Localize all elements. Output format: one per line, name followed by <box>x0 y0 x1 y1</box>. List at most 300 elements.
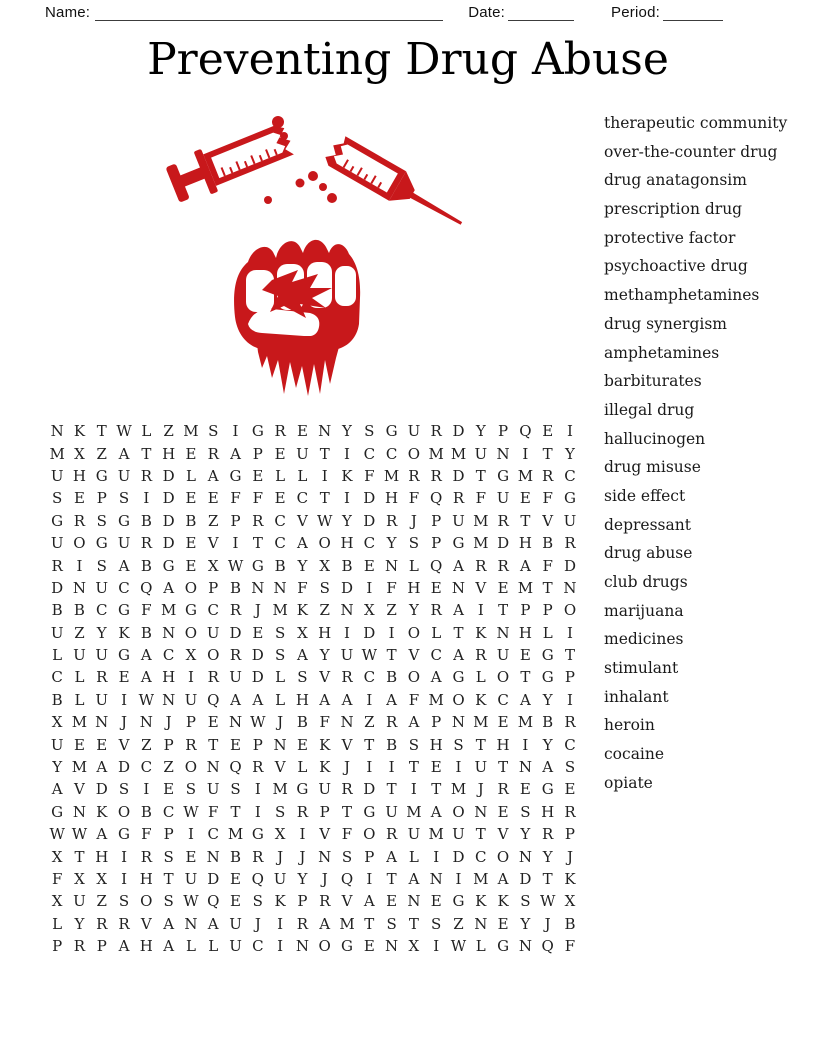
grid-letter: T <box>542 444 553 463</box>
grid-letter: V <box>341 735 353 754</box>
grid-letter: O <box>184 623 198 642</box>
grid-letter: F <box>141 825 152 844</box>
grid-letter: X <box>51 847 63 866</box>
grid-letter: V <box>74 780 85 799</box>
grid-letter: G <box>251 422 264 441</box>
grid-letter: A <box>96 825 108 844</box>
grid-letter: P <box>431 534 442 553</box>
grid-letter: E <box>497 713 509 732</box>
grid-letter: I <box>143 780 150 799</box>
grid-letter: I <box>433 847 440 866</box>
grid-letter: G <box>251 825 264 844</box>
grid-letter: D <box>452 422 465 441</box>
grid-letter: A <box>140 668 152 687</box>
grid-letter: S <box>274 623 286 642</box>
word-list-item: over-the-counter drug <box>604 142 778 161</box>
grid-letter: H <box>518 623 532 642</box>
grid-letter: M <box>517 466 534 485</box>
grid-letter: R <box>564 713 576 732</box>
grid-letter: X <box>297 623 308 642</box>
grid-letter: N <box>474 802 488 821</box>
grid-letter: C <box>497 690 509 709</box>
grid-letter: L <box>208 937 219 956</box>
grid-letter: R <box>341 780 353 799</box>
grid-letter: N <box>518 847 532 866</box>
grid-letter: G <box>363 802 376 821</box>
grid-letter: A <box>118 556 130 575</box>
grid-letter: A <box>252 690 264 709</box>
grid-letter: E <box>185 534 197 553</box>
grid-letter: S <box>230 780 241 799</box>
grid-letter: O <box>318 534 331 553</box>
grid-letter: M <box>517 578 534 597</box>
grid-letter: U <box>50 534 64 553</box>
grid-letter: L <box>185 466 196 485</box>
grid-letter: E <box>185 556 197 575</box>
grid-letter: A <box>386 690 398 709</box>
grid-letter: R <box>385 511 398 530</box>
grid-letter: H <box>340 534 354 553</box>
grid-letter: U <box>117 534 131 553</box>
grid-letter: R <box>73 511 86 530</box>
grid-letter: E <box>252 466 264 485</box>
grid-letter: S <box>252 892 263 911</box>
grid-letter: P <box>163 825 174 844</box>
grid-letter: G <box>51 511 64 530</box>
grid-letter: W <box>49 825 65 844</box>
grid-letter: Y <box>542 847 553 866</box>
grid-letter: E <box>519 780 531 799</box>
grid-letter: T <box>364 735 375 754</box>
grid-letter: I <box>143 489 150 508</box>
grid-letter: E <box>274 489 286 508</box>
grid-letter: V <box>319 825 331 844</box>
period-label: Period: <box>611 4 660 21</box>
grid-letter: U <box>50 466 64 485</box>
grid-letter: N <box>206 758 220 777</box>
grid-letter: R <box>542 466 554 485</box>
grid-letter: E <box>73 489 85 508</box>
grid-letter: K <box>475 623 487 642</box>
grid-letter: E <box>230 735 241 754</box>
word-list-item: heroin <box>604 716 655 735</box>
grid-letter: I <box>567 623 573 642</box>
grid-letter: O <box>363 825 376 844</box>
grid-letter: Y <box>297 556 308 575</box>
grid-letter: G <box>341 937 353 956</box>
grid-letter: M <box>473 713 489 732</box>
grid-letter: E <box>185 444 197 463</box>
grid-letter: B <box>386 668 398 687</box>
grid-letter: C <box>475 847 487 866</box>
grid-letter: P <box>542 601 553 620</box>
grid-letter: N <box>518 937 532 956</box>
grid-letter: U <box>474 444 488 463</box>
grid-letter: F <box>542 556 553 575</box>
grid-letter: U <box>117 466 131 485</box>
grid-letter: E <box>207 489 219 508</box>
grid-letter: D <box>118 758 131 777</box>
word-list-item: hallucinogen <box>604 429 706 448</box>
grid-letter: G <box>229 466 242 485</box>
grid-letter: R <box>185 735 197 754</box>
grid-letter: B <box>564 914 576 933</box>
grid-letter: W <box>227 556 244 575</box>
grid-letter: B <box>230 847 242 866</box>
grid-letter: C <box>51 668 63 687</box>
grid-letter: O <box>496 847 510 866</box>
grid-letter: P <box>431 511 442 530</box>
grid-letter: R <box>564 534 576 553</box>
grid-letter: M <box>71 713 88 732</box>
grid-letter: C <box>363 534 376 553</box>
grid-letter: L <box>141 422 152 441</box>
grid-letter: P <box>564 825 576 844</box>
grid-letter: O <box>207 646 220 665</box>
syringe-right-half <box>322 133 470 238</box>
grid-letter: Z <box>453 914 464 933</box>
grid-letter: S <box>564 758 576 777</box>
grid-letter: O <box>140 892 153 911</box>
grid-letter: Y <box>297 870 308 888</box>
grid-letter: S <box>52 489 63 508</box>
grid-letter: F <box>386 578 397 597</box>
grid-letter: R <box>252 511 264 530</box>
grid-letter: G <box>51 802 64 821</box>
grid-letter: E <box>118 668 130 687</box>
syringe-left-half <box>164 117 298 207</box>
grid-letter: S <box>118 780 130 799</box>
grid-letter: X <box>74 444 85 463</box>
grid-letter: E <box>519 646 531 665</box>
grid-letter: U <box>496 489 510 508</box>
grid-letter: E <box>497 578 509 597</box>
grid-letter: D <box>363 780 376 799</box>
grid-letter: A <box>453 601 464 620</box>
grid-letter: P <box>185 713 196 732</box>
grid-letter: R <box>542 825 554 844</box>
grid-letter: Z <box>208 511 219 530</box>
grid-letter: I <box>187 825 194 844</box>
grid-letter: G <box>118 646 131 665</box>
grid-letter: O <box>184 758 198 777</box>
grid-letter: R <box>252 847 264 866</box>
grid-letter: D <box>452 466 465 485</box>
grid-letter: R <box>452 489 465 508</box>
grid-letter: F <box>230 489 241 508</box>
grid-letter: I <box>567 422 573 441</box>
grid-letter: F <box>319 713 330 732</box>
grid-letter: Y <box>520 914 531 933</box>
grid-letter: A <box>140 646 152 665</box>
grid-letter: J <box>477 780 484 799</box>
grid-letter: T <box>319 444 330 463</box>
grid-letter: P <box>564 668 576 687</box>
grid-letter: C <box>96 601 108 620</box>
grid-letter: A <box>363 892 375 911</box>
grid-letter: W <box>317 511 333 530</box>
grid-letter: S <box>185 780 197 799</box>
grid-letter: U <box>206 780 220 799</box>
grid-letter: T <box>141 444 152 463</box>
grid-letter: O <box>407 623 421 642</box>
grid-letter: X <box>408 937 420 956</box>
grid-letter: P <box>498 422 509 441</box>
grid-letter: L <box>297 758 308 777</box>
grid-letter: I <box>455 758 462 777</box>
grid-letter: R <box>408 466 420 485</box>
grid-letter: A <box>430 802 442 821</box>
grid-letter: G <box>95 534 108 553</box>
grid-letter: X <box>185 646 197 665</box>
grid-letter: E <box>185 489 197 508</box>
grid-letter: I <box>366 690 373 709</box>
grid-letter: C <box>564 466 576 485</box>
grid-letter: T <box>542 870 553 888</box>
grid-letter: H <box>429 735 443 754</box>
grid-letter: I <box>321 466 328 485</box>
grid-letter: A <box>519 556 531 575</box>
grid-letter: J <box>254 914 261 933</box>
grid-letter: K <box>319 758 331 777</box>
grid-letter: A <box>51 780 63 799</box>
grid-letter: I <box>121 690 127 709</box>
worksheet-header <box>45 4 745 21</box>
grid-letter: R <box>274 422 286 441</box>
grid-letter: T <box>96 422 107 441</box>
grid-letter: C <box>274 511 286 530</box>
word-list-item: methamphetamines <box>604 286 760 305</box>
grid-letter: U <box>385 802 398 821</box>
grid-letter: H <box>162 668 176 687</box>
grid-letter: A <box>163 937 175 956</box>
grid-letter: U <box>50 623 64 642</box>
grid-letter: W <box>183 892 199 911</box>
grid-letter: F <box>408 690 420 709</box>
grid-letter: I <box>187 668 194 687</box>
grid-letter: D <box>251 668 264 687</box>
grid-letter: E <box>430 758 442 777</box>
grid-letter: S <box>408 735 420 754</box>
grid-letter: H <box>295 690 309 709</box>
grid-letter: T <box>475 735 486 754</box>
grid-letter: A <box>341 690 353 709</box>
grid-letter: N <box>340 713 354 732</box>
grid-letter: M <box>517 713 534 732</box>
grid-letter: N <box>50 422 64 441</box>
grid-letter: X <box>363 601 375 620</box>
grid-letter: S <box>118 892 130 911</box>
grid-letter: Y <box>386 534 397 553</box>
grid-letter: E <box>519 489 531 508</box>
grid-letter: H <box>139 870 153 888</box>
grid-letter: D <box>519 870 532 888</box>
grid-letter: P <box>319 802 330 821</box>
grid-letter: A <box>319 914 331 933</box>
grid-letter: R <box>430 466 442 485</box>
word-list-item: club drugs <box>604 573 688 591</box>
grid-letter: Y <box>96 623 107 642</box>
grid-letter: D <box>563 556 576 575</box>
grid-letter: W <box>450 937 467 956</box>
grid-letter: E <box>430 578 442 597</box>
grid-letter: Y <box>542 690 553 709</box>
grid-letter: C <box>207 825 219 844</box>
grid-letter: X <box>96 870 108 888</box>
grid-letter: Q <box>541 937 554 956</box>
grid-letter: U <box>229 668 242 687</box>
grid-letter: E <box>274 444 286 463</box>
grid-letter: N <box>206 847 220 866</box>
grid-letter: R <box>385 825 398 844</box>
grid-letter: Y <box>319 646 330 665</box>
grid-letter: Z <box>163 422 174 441</box>
grid-letter: T <box>408 914 419 933</box>
grid-letter: D <box>363 623 376 642</box>
grid-letter: L <box>297 466 308 485</box>
grid-letter: M <box>383 466 400 485</box>
grid-letter: L <box>185 937 196 956</box>
grid-letter: P <box>96 937 107 956</box>
grid-letter: Y <box>408 601 419 620</box>
grid-letter: R <box>497 556 509 575</box>
date-label: Date: <box>468 4 506 21</box>
grid-letter: G <box>385 422 398 441</box>
grid-letter: U <box>184 870 198 888</box>
grid-letter: S <box>319 578 330 597</box>
grid-letter: L <box>275 466 286 485</box>
grid-letter: B <box>140 802 152 821</box>
grid-letter: F <box>208 802 219 821</box>
grid-letter: D <box>162 466 175 485</box>
grid-letter: Y <box>520 825 531 844</box>
grid-letter: I <box>567 690 573 709</box>
grid-letter: C <box>363 444 376 463</box>
grid-letter: P <box>163 735 174 754</box>
grid-letter: M <box>272 780 288 799</box>
grid-letter: A <box>430 668 442 687</box>
grid-letter: L <box>475 668 486 687</box>
grid-letter: Q <box>430 489 443 508</box>
grid-letter: U <box>95 690 109 709</box>
grid-letter: L <box>408 556 419 575</box>
grid-letter: T <box>386 646 397 665</box>
grid-letter: S <box>274 646 286 665</box>
grid-letter: G <box>541 646 554 665</box>
grid-letter: R <box>207 444 219 463</box>
grid-letter: J <box>277 847 284 866</box>
grid-letter: M <box>473 511 489 530</box>
grid-letter: I <box>254 780 261 799</box>
grid-letter: O <box>184 578 198 597</box>
grid-letter: W <box>250 713 266 732</box>
grid-letter: R <box>475 556 487 575</box>
grid-letter: U <box>95 646 109 665</box>
grid-letter: J <box>410 511 417 530</box>
grid-letter: G <box>95 466 108 485</box>
grid-letter: M <box>473 534 489 553</box>
word-list-item: prescription drug <box>604 200 743 219</box>
grid-letter: S <box>453 735 464 754</box>
grid-letter: U <box>407 825 421 844</box>
grid-letter: H <box>496 735 510 754</box>
fist-crushing-syringe-illustration <box>160 112 470 402</box>
grid-letter: T <box>342 802 353 821</box>
grid-letter: A <box>118 937 130 956</box>
grid-letter: O <box>407 444 421 463</box>
grid-letter: N <box>162 623 176 642</box>
grid-letter: A <box>453 556 464 575</box>
grid-letter: V <box>475 578 487 597</box>
grid-letter: I <box>277 914 284 933</box>
grid-letter: Z <box>74 623 85 642</box>
grid-letter: A <box>296 534 308 553</box>
grid-letter: X <box>274 825 286 844</box>
grid-letter: S <box>364 422 375 441</box>
grid-letter: Z <box>96 444 107 463</box>
grid-letter: S <box>431 914 442 933</box>
grid-letter: N <box>318 422 332 441</box>
grid-letter: U <box>229 937 242 956</box>
grid-letter: K <box>274 892 286 911</box>
grid-letter: J <box>344 758 351 777</box>
grid-letter: N <box>295 937 309 956</box>
grid-letter: G <box>118 825 131 844</box>
page-title: Preventing Drug Abuse <box>147 34 669 85</box>
grid-letter: N <box>451 713 466 732</box>
grid-letter: M <box>227 825 244 844</box>
grid-letter: A <box>319 690 331 709</box>
grid-letter: S <box>520 802 531 821</box>
grid-letter: G <box>452 892 465 911</box>
grid-letter: T <box>564 646 575 665</box>
grid-letter: C <box>140 758 153 777</box>
grid-letter: C <box>162 646 175 665</box>
grid-letter: E <box>430 892 442 911</box>
grid-letter: M <box>473 870 489 888</box>
grid-letter: T <box>252 534 263 553</box>
grid-letter: E <box>252 623 264 642</box>
grid-letter: R <box>229 601 242 620</box>
grid-letter: D <box>162 534 175 553</box>
word-list-item: cocaine <box>604 745 665 764</box>
grid-letter: M <box>428 825 444 844</box>
grid-letter: D <box>363 511 376 530</box>
grid-letter: P <box>230 511 241 530</box>
grid-letter: W <box>183 802 199 821</box>
grid-letter: E <box>497 802 509 821</box>
grid-letter: O <box>318 937 331 956</box>
grid-letter: G <box>184 601 197 620</box>
grid-letter: J <box>321 870 328 888</box>
grid-letter: A <box>230 690 241 709</box>
grid-letter: B <box>274 556 286 575</box>
word-list-item: inhalant <box>604 687 669 706</box>
grid-letter: J <box>544 914 551 933</box>
grid-letter: I <box>388 623 395 642</box>
grid-letter: A <box>230 444 241 463</box>
grid-letter: K <box>73 422 86 441</box>
grid-letter: R <box>564 802 576 821</box>
grid-letter: J <box>566 847 573 866</box>
grid-letter: P <box>520 601 531 620</box>
grid-letter: P <box>364 847 375 866</box>
grid-letter: B <box>542 713 554 732</box>
grid-letter: R <box>252 758 264 777</box>
grid-letter: S <box>297 668 308 687</box>
grid-letter: C <box>430 646 442 665</box>
grid-letter: A <box>453 646 464 665</box>
